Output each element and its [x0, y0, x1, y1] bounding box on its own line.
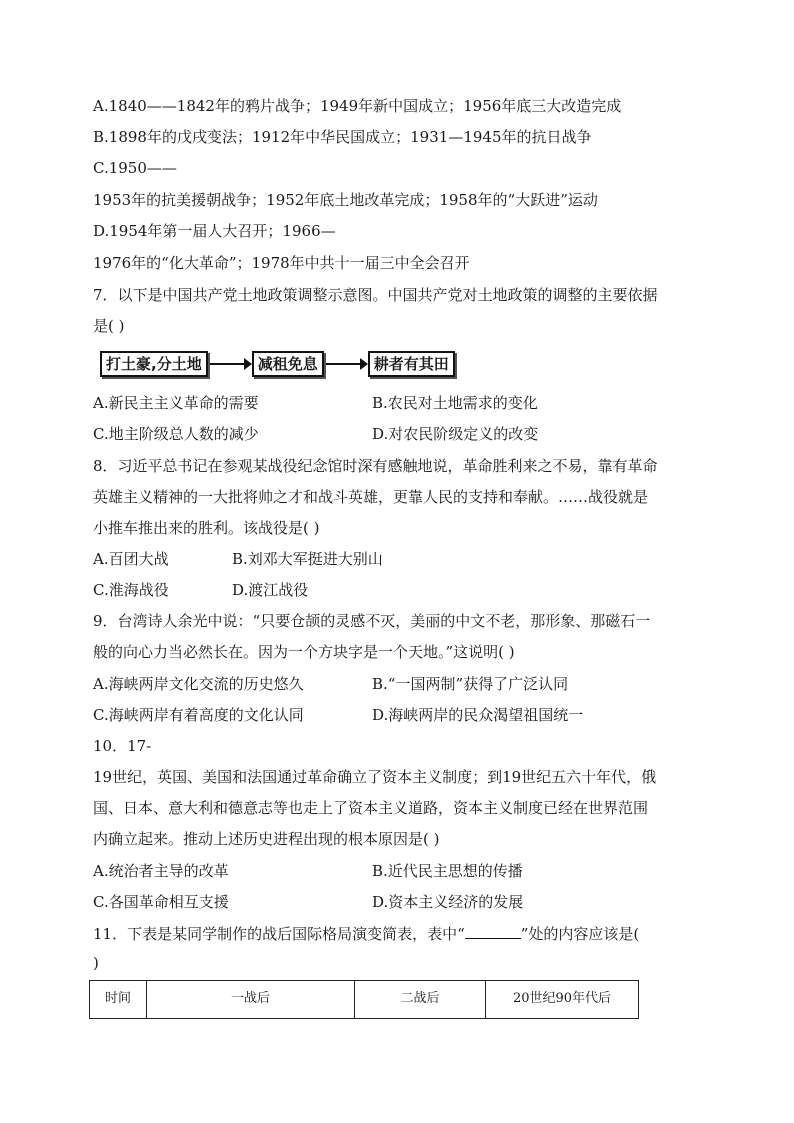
q6-option-c-line2: 1953年的抗美援朝战争；1952年底土地改革完成；1958年的“大跃进”运动 — [93, 191, 598, 209]
q9-option-c: C.海峡两岸有着高度的文化认同 — [93, 706, 304, 724]
arrow-right-icon — [326, 363, 366, 365]
q10-option-a: A.统治者主导的改革 — [93, 862, 229, 880]
q7-stem-line2: 是( ) — [93, 317, 125, 335]
q10-stem-line0: 10．17- — [93, 737, 152, 755]
arrow-right-icon — [210, 363, 250, 365]
q7-option-a: A.新民主主义革命的需要 — [93, 394, 259, 412]
q7-land-policy-flow-diagram — [100, 350, 455, 378]
q9-option-a: A.海峡两岸文化交流的历史悠久 — [93, 675, 304, 693]
q11-blank — [465, 924, 521, 939]
q8-option-d: D.渡江战役 — [232, 581, 309, 599]
q8-option-b: B.刘邓大军挺进大别山 — [232, 550, 383, 568]
q9-option-b: B.“一国两制”获得了广泛认同 — [372, 675, 569, 693]
q11-table — [89, 980, 639, 1019]
q8-option-a: A.百团大战 — [93, 550, 169, 568]
q7-option-b: B.农民对土地需求的变化 — [372, 394, 538, 412]
table-row — [90, 981, 639, 1019]
table-header-1990s: 20世纪90年代后 — [486, 981, 639, 1019]
q11-stem-prefix: 11．下表是某同学制作的战后国际格局演变简表，表中“ — [93, 925, 465, 943]
table-header-time: 时间 — [90, 981, 147, 1019]
q11-stem-line2: ) — [93, 954, 99, 972]
q6-option-d-line2: 1976年的“化大革命”；1978年中共十一届三中全会召开 — [93, 254, 470, 272]
q9-stem-line2: 般的向心力当必然长在。因为一个方块字是一个天地。”这说明( ) — [93, 643, 515, 661]
q8-stem-line1: 8．习近平总书记在参观某战役纪念馆时深有感触地说，革命胜利来之不易，靠有革命 — [93, 457, 658, 475]
q10-option-c: C.各国革命相互支援 — [93, 893, 229, 911]
q7-option-c: C.地主阶级总人数的减少 — [93, 425, 259, 443]
q8-stem-line2: 英雄主义精神的一大批将帅之才和战斗英雄，更靠人民的支持和奉献。……战役就是 — [93, 488, 649, 506]
q8-stem-line3: 小推车推出来的胜利。该战役是( ) — [93, 519, 320, 537]
q6-option-d-line1: D.1954年第一届人大召开；1966— — [93, 222, 336, 240]
flow-step-1: 打土豪,分土地 — [100, 351, 208, 377]
q10-stem-line1: 19世纪，英国、美国和法国通过革命确立了资本主义制度；到19世纪五六十年代，俄 — [93, 768, 657, 786]
q9-stem-line1: 9．台湾诗人余光中说：“只要仓颉的灵感不灭，美丽的中文不老，那形象、那磁石一 — [93, 612, 651, 630]
q8-option-c: C.淮海战役 — [93, 581, 169, 599]
flow-step-2: 减租免息 — [252, 351, 324, 377]
q10-stem-line2: 国、日本、意大利和德意志等也走上了资本主义道路，资本主义制度已经在世界范围 — [93, 799, 649, 817]
q11-stem-line1 — [93, 924, 639, 944]
q6-option-c-line1: C.1950—— — [93, 159, 177, 177]
q7-option-d: D.对农民阶级定义的改变 — [372, 425, 539, 443]
q6-option-b: B.1898年的戊戌变法；1912年中华民国成立；1931—1945年的抗日战争 — [93, 128, 592, 146]
q10-stem-line3: 内确立起来。推动上述历史进程出现的根本原因是( ) — [93, 830, 440, 848]
q10-option-b: B.近代民主思想的传播 — [372, 862, 523, 880]
flow-step-3: 耕者有其田 — [368, 351, 455, 377]
q9-option-d: D.海峡两岸的民众渴望祖国统一 — [372, 706, 584, 724]
q7-stem-line1: 7．以下是中国共产党土地政策调整示意图。中国共产党对土地政策的调整的主要依据 — [93, 286, 658, 304]
q6-option-a: A.1840——1842年的鸦片战争；1949年新中国成立；1956年底三大改造完成 — [93, 97, 622, 115]
table-header-post-ww2: 二战后 — [355, 981, 486, 1019]
q11-stem-suffix: ”处的内容应该是( — [520, 925, 640, 943]
table-header-post-ww1: 一战后 — [147, 981, 355, 1019]
q10-option-d: D.资本主义经济的发展 — [372, 893, 524, 911]
